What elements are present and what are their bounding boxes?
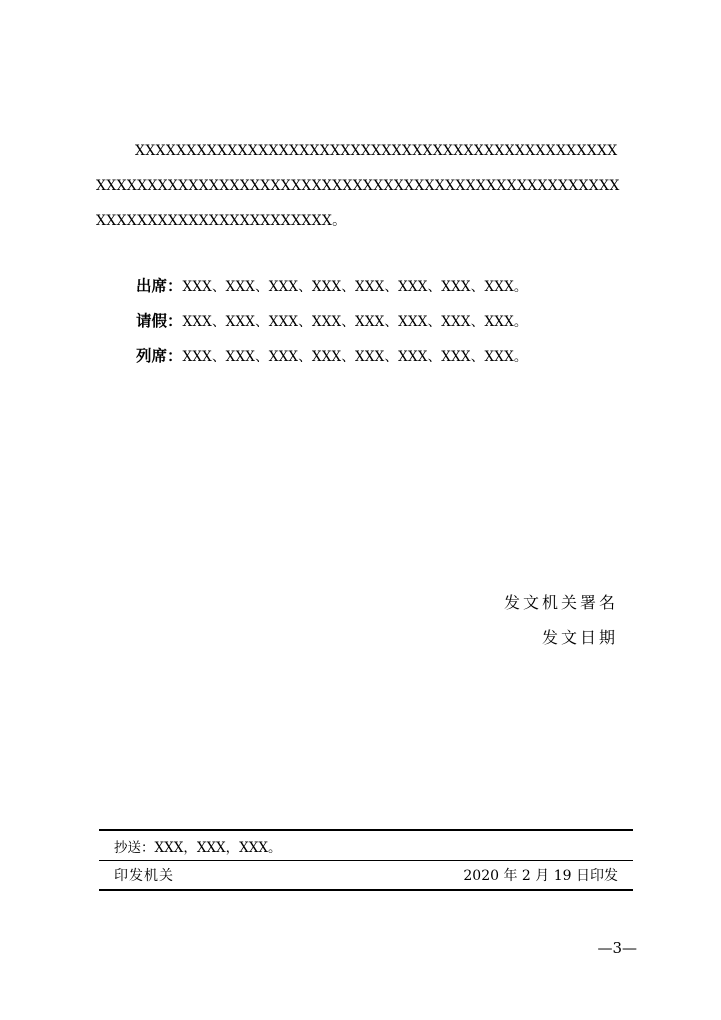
footer-middle-rule [99, 860, 633, 861]
issue-date-signature: 发文日期 [541, 628, 618, 647]
observer-label: 列席： [136, 347, 183, 365]
present-value: XXX、XXX、XXX、XXX、XXX、XXX、XXX、XXX。 [182, 279, 528, 295]
observer-value: XXX、XXX、XXX、XXX、XXX、XXX、XXX、XXX。 [182, 349, 528, 365]
present-label: 出席： [136, 277, 183, 295]
footer-bottom-rule [99, 889, 633, 891]
footer-top-rule [99, 829, 633, 831]
print-date: 2020 年 2 月 19 日印发 [463, 868, 618, 884]
attendance-present [136, 275, 616, 298]
cc-line: 抄送：XXX，XXX，XXX。 [114, 840, 282, 856]
attendance-observer [136, 345, 616, 368]
leave-value: XXX、XXX、XXX、XXX、XXX、XXX、XXX、XXX。 [182, 314, 528, 330]
attendance-leave [136, 310, 616, 333]
issuing-office: 印发机关 [114, 868, 174, 884]
leave-label: 请假： [136, 312, 183, 330]
body-paragraph: XXXXXXXXXXXXXXXXXXXXXXXXXXXXXXXXXXXXXXXXXXXXXXXXXXXXXXXXXXXXXXXXXXXXXXXXXXXXXXXXXXXXXXXXXXXXXXXXXXXXXXXXXXXXXXXXXXXXXXXXX。 [96, 143, 620, 229]
issuer-signature: 发文机关署名 [503, 593, 618, 612]
page-number: —3— [597, 939, 637, 957]
